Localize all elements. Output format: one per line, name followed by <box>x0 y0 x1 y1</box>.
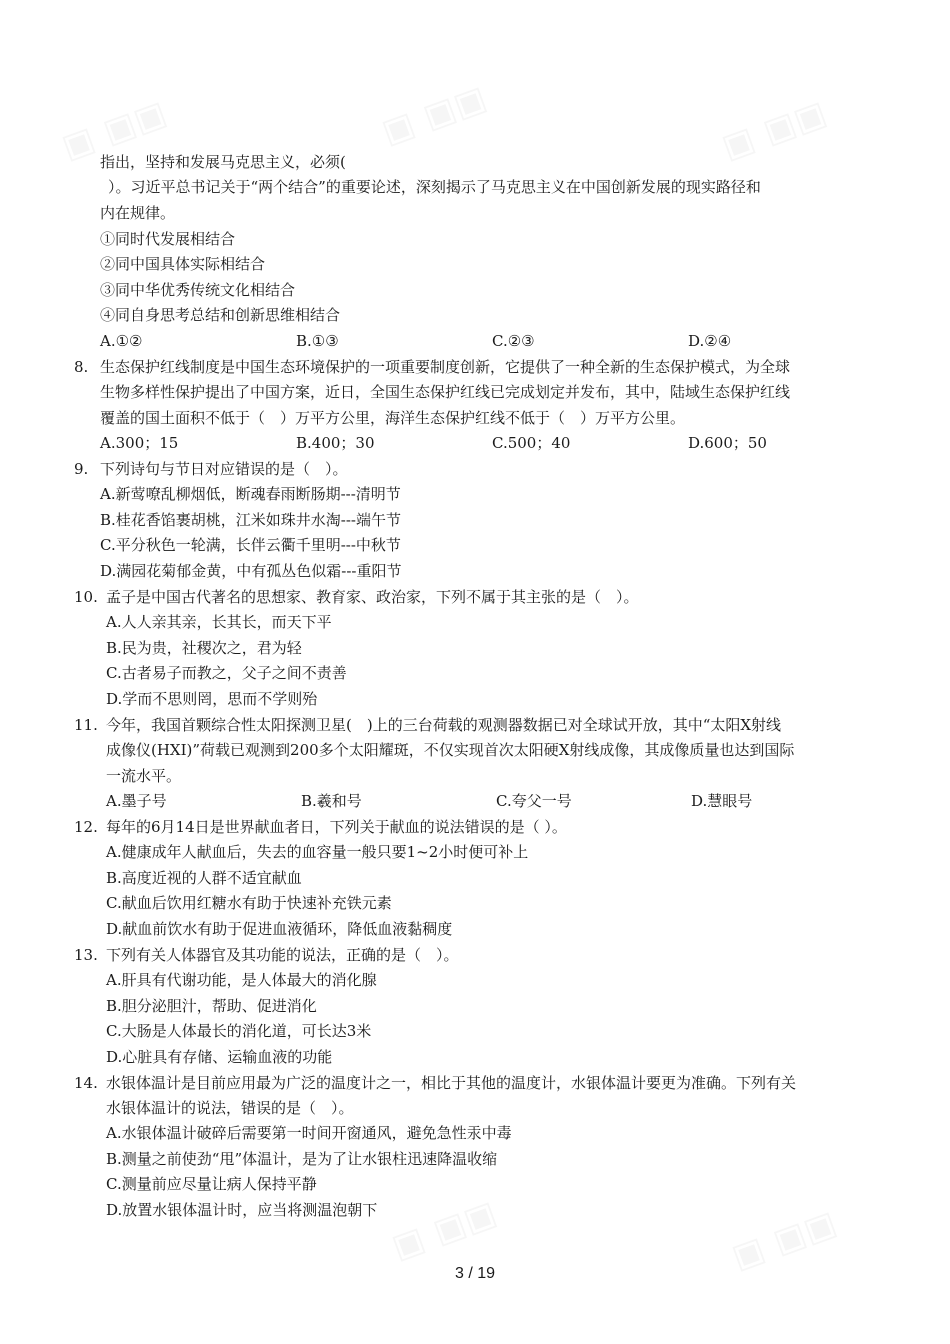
q9-stem: 下列诗句与节日对应错误的是（ ）。 <box>100 460 348 478</box>
q7-item3: ③同中华优秀传统文化相结合 <box>100 281 296 299</box>
watermark <box>716 93 831 168</box>
q14-line2: 水银体温计的说法，错误的是（ ）。 <box>106 1099 354 1117</box>
q7-line2: ）。习近平总书记关于“两个结合”的重要论述，深刻揭示了马克思主义在中国创新发展的现实路径和 <box>108 178 761 196</box>
q7-item2: ②同中国具体实际相结合 <box>100 255 266 273</box>
q11-option-c: C.夸父一号 <box>496 792 572 810</box>
q13-number: 13. <box>74 946 98 964</box>
q11-number: 11. <box>74 716 98 734</box>
watermark <box>376 78 491 153</box>
q12-stem: 每年的6月14日是世界献血者日，下列关于献血的说法错误的是（ ）。 <box>106 818 567 836</box>
q7-line1: 指出，坚持和发展马克思主义，必须( <box>100 153 346 171</box>
q11-option-b: B.羲和号 <box>301 792 362 810</box>
page-number: 3 / 19 <box>454 1265 496 1282</box>
q14-line1: 水银体温计是目前应用最为广泛的温度计之一，相比于其他的温度计，水银体温计要更为准确。下列有关 <box>106 1074 797 1092</box>
q7-item1: ①同时代发展相结合 <box>100 230 236 248</box>
q8-option-c: C.500；40 <box>492 434 571 452</box>
q7-option-b: B.①③ <box>296 332 339 350</box>
q13-stem: 下列有关人体器官及其功能的说法，正确的是（ ）。 <box>106 946 459 964</box>
q7-line3: 内在规律。 <box>100 204 176 222</box>
q8-option-b: B.400；30 <box>296 434 375 452</box>
q9-option-c: C.平分秋色一轮满，长伴云衢千里明---中秋节 <box>100 536 401 554</box>
q14-option-d: D.放置水银体温计时，应当将测温泡朝下 <box>106 1201 378 1219</box>
q12-option-c: C.献血后饮用红糖水有助于快速补充铁元素 <box>106 894 392 912</box>
q12-option-a: A.健康成年人献血后，失去的血容量一般只要1~2小时便可补上 <box>106 843 529 861</box>
q12-number: 12. <box>74 818 98 836</box>
q9-option-a: A.新莺嘹乱柳烟低，断魂春雨断肠期---清明节 <box>100 485 401 503</box>
q14-option-b: B.测量之前使劲“甩”体温计，是为了让水银柱迅速降温收缩 <box>106 1150 498 1168</box>
q11-line1: 今年，我国首颗综合性太阳探测卫星( )上的三台荷载的观测器数据已对全球试开放，其中“太阳X射线 <box>106 716 782 734</box>
q10-option-a: A.人人亲其亲，长其长，而天下平 <box>106 613 332 631</box>
q11-option-d: D.慧眼号 <box>691 792 753 810</box>
q11-option-a: A.墨子号 <box>106 792 167 810</box>
q10-option-d: D.学而不思则罔，思而不学则殆 <box>106 690 318 708</box>
q10-number: 10. <box>74 588 98 606</box>
q8-line2: 生物多样性保护提出了中国方案，近日，全国生态保护红线已完成划定并发布，其中，陆域生态保护红线 <box>100 383 791 401</box>
watermark <box>386 1193 501 1268</box>
q13-option-c: C.大肠是人体最长的消化道，可长达3米 <box>106 1022 372 1040</box>
q8-line3: 覆盖的国土面积不低于（ ）万平方公里，海洋生态保护红线不低于（ ）万平方公里。 <box>100 409 686 427</box>
q9-option-d: D.满园花菊郁金黄，中有孤丛色似霜---重阳节 <box>100 562 402 580</box>
q10-option-b: B.民为贵，社稷次之，君为轻 <box>106 639 302 657</box>
q9-number: 9. <box>74 460 89 478</box>
q14-option-c: C.测量前应尽量让病人保持平静 <box>106 1175 317 1193</box>
q8-option-d: D.600；50 <box>688 434 767 452</box>
q7-option-a: A.①② <box>100 332 143 350</box>
q14-option-a: A.水银体温计破碎后需要第一时间开窗通风，避免急性汞中毒 <box>106 1124 512 1142</box>
q9-option-b: B.桂花香馅裹胡桃，江米如珠井水淘---端午节 <box>100 511 401 529</box>
q8-number: 8. <box>74 358 89 376</box>
q8-option-a: A.300；15 <box>100 434 179 452</box>
q7-option-d: D.②④ <box>688 332 732 350</box>
q7-item4: ④同自身思考总结和创新思维相结合 <box>100 306 341 324</box>
q11-line3: 一流水平。 <box>106 767 182 785</box>
q10-option-c: C.古者易子而教之，父子之间不责善 <box>106 664 347 682</box>
q10-stem: 孟子是中国古代著名的思想家、教育家、政治家，下列不属于其主张的是（ ）。 <box>106 588 639 606</box>
q7-option-c: C.②③ <box>492 332 535 350</box>
q11-line2: 成像仪(HXI)”荷载已观测到200多个太阳耀斑，不仅实现首次太阳硬X射线成像，其成像质量也达到国际 <box>106 741 795 759</box>
q12-option-d: D.献血前饮水有助于促进血液循环，降低血液黏稠度 <box>106 920 453 938</box>
q14-number: 14. <box>74 1074 98 1092</box>
q13-option-d: D.心脏具有存储、运输血液的功能 <box>106 1048 333 1066</box>
q8-line1: 生态保护红线制度是中国生态环境保护的一项重要制度创新，它提供了一种全新的生态保护模式，为全球 <box>100 358 791 376</box>
q13-option-b: B.胆分泌胆汁，帮助、促进消化 <box>106 997 317 1015</box>
q13-option-a: A.肝具有代谢功能，是人体最大的消化腺 <box>106 971 377 989</box>
q12-option-b: B.高度近视的人群不适宜献血 <box>106 869 302 887</box>
